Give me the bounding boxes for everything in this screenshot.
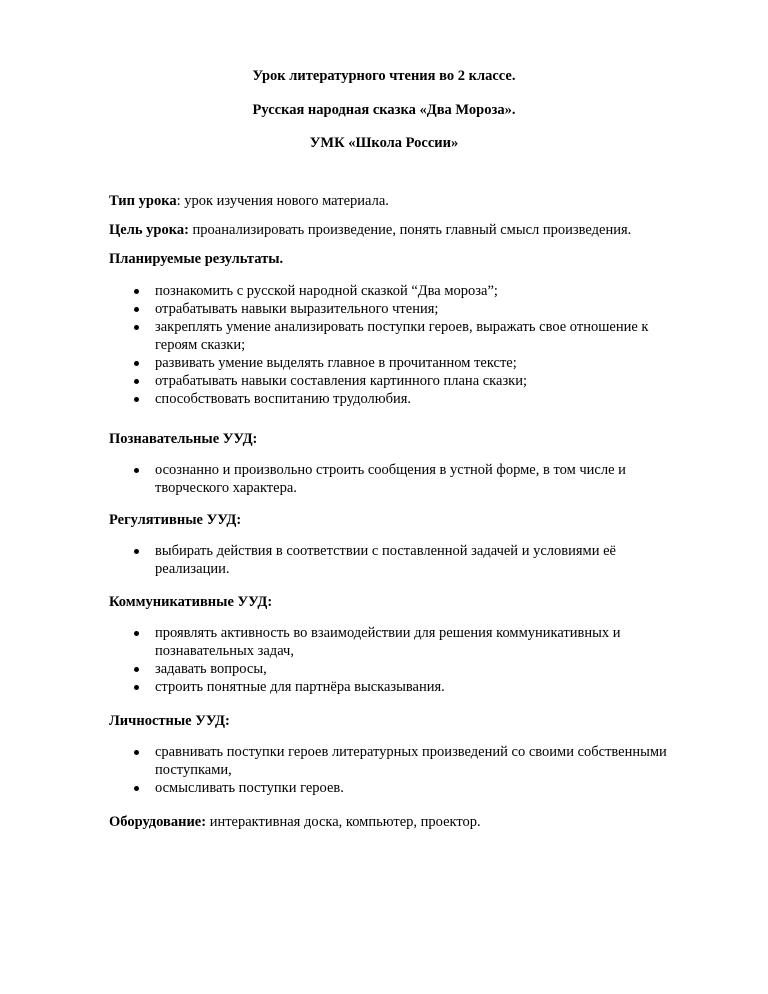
list-item: осмысливать поступки героев. <box>109 779 719 797</box>
regulatory-heading: Регулятивные УУД: <box>109 512 242 528</box>
list-item: развивать умение выделять главное в прочитанном тексте; <box>109 354 669 372</box>
list-item: познакомить с русской народной сказкой “Два мороза”; <box>109 282 669 300</box>
list-item: сравнивать поступки героев литературных произведений со своими собственными поступками, <box>109 743 719 779</box>
lesson-goal-label: Цель урока: <box>109 222 189 238</box>
planned-results-heading: Планируемые результаты. <box>109 251 284 267</box>
communicative-heading: Коммуникативные УУД: <box>109 594 273 610</box>
equipment <box>109 813 709 831</box>
lesson-goal <box>109 221 709 239</box>
cognitive-heading: Познавательные УУД: <box>109 431 258 447</box>
cognitive-list <box>109 461 669 497</box>
equipment-value: интерактивная доска, компьютер, проектор. <box>206 814 481 830</box>
list-item: способствовать воспитанию трудолюбия. <box>109 390 669 408</box>
communicative-list <box>109 624 669 696</box>
title-line-1: Урок литературного чтения во 2 классе. <box>252 68 516 84</box>
title-line-2: Русская народная сказка «Два Мороза». <box>252 102 516 118</box>
list-item: закреплять умение анализировать поступки героев, выражать свое отношение к героям сказки; <box>109 318 669 354</box>
personal-heading: Личностные УУД: <box>109 713 230 729</box>
title-line-3: УМК «Школа России» <box>309 135 459 151</box>
equipment-label: Оборудование: <box>109 814 207 830</box>
personal-list <box>109 743 719 797</box>
list-item: проявлять активность во взаимодействии для решения коммуникативных и познавательных задач, <box>109 624 669 660</box>
list-item: отрабатывать навыки выразительного чтения; <box>109 300 669 318</box>
list-item: строить понятные для партнёра высказывания. <box>109 678 669 696</box>
regulatory-list <box>109 542 669 578</box>
list-item: задавать вопросы, <box>109 660 669 678</box>
list-item: выбирать действия в соответствии с поставленной задачей и условиями её реализации. <box>109 542 669 578</box>
list-item: осознанно и произвольно строить сообщения в устной форме, в том числе и творческого характера. <box>109 461 669 497</box>
lesson-goal-value: проанализировать произведение, понять главный смысл произведения. <box>188 222 632 238</box>
lesson-type-label: Тип урока <box>109 193 177 209</box>
list-item: отрабатывать навыки составления картинного плана сказки; <box>109 372 669 390</box>
lesson-type <box>109 192 709 210</box>
lesson-type-value: : урок изучения нового материала. <box>176 193 389 209</box>
planned-results-list <box>109 282 669 408</box>
